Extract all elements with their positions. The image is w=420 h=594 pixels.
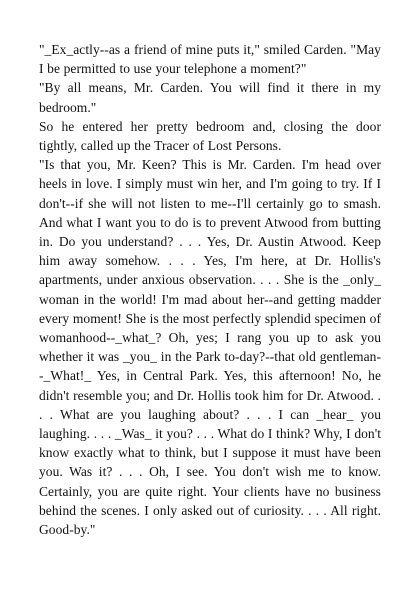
paragraph-enters-bedroom: So he entered her pretty bedroom and, closing the door tightly, called up the Tracer of Lost Persons.	[39, 118, 381, 154]
document-page	[39, 40, 381, 539]
paragraph-phone-call: "Is that you, Mr. Keen? This is Mr. Carden. I'm head over heels in love. I simply must win her, and I'm going to try. If I don't--if she will not listen to me--I'll certainly go to smash. And what I want you to do is to prevent Atwood from butting in. Do you understand? . . . Yes, Dr. Austin Atwood. Keep him away somehow. . . . Yes, I'm here, at Dr. Hollis's apartments, under anxious observation. . . . She is the _only_ woman in the world! I'm mad about her--and getting madder every moment! She is the most perfectly splendid specimen of womanhood--_what_? Oh, yes; I rang you up to ask you whether it was _you_ in the Park to-day?--that old gentleman--_What!_ Yes, in Central Park. Yes, this afternoon! No, he didn't resemble you; and Dr. Hollis took him for Dr. Atwood. . . . What are you laughing about? . . . I can _hear_ you laughing. . . . _Was_ it you? . . . What do I think? Why, I don't know exactly what to think, but I suppose it must have been you. Was it? . . . Oh, I see. You don't wish me to know. Certainly, you are quite right. Your clients have no business behind the scenes. I only asked out of curiosity. . . . All right. Good-by."	[39, 157, 381, 538]
paragraph-carden-reply: "_Ex_actly--as a friend of mine puts it," smiled Carden. "May I be permitted to use your telephone a moment?"	[39, 42, 381, 77]
paragraph-telephone-permission: "By all means, Mr. Carden. You will find it there in my bedroom."	[39, 80, 381, 115]
